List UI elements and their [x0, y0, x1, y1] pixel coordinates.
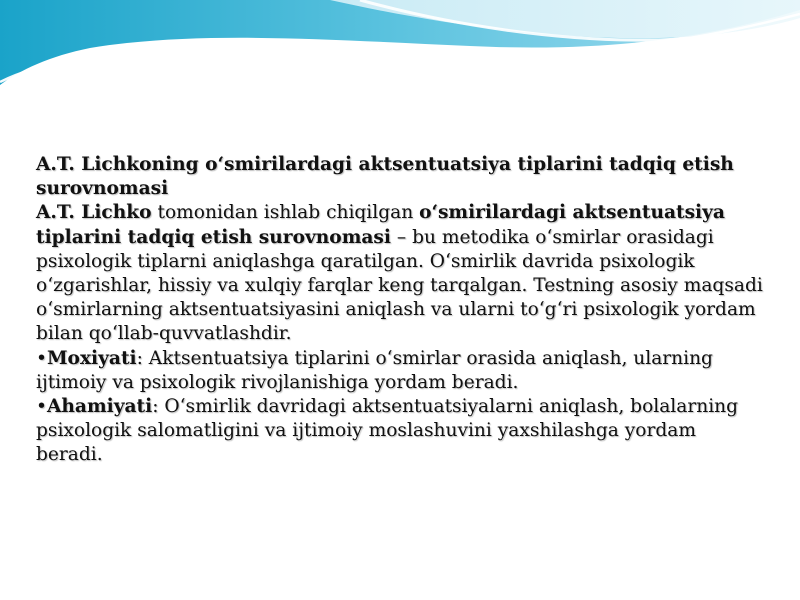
bullet-ahamiyati: •Ahamiyati: O‘smirlik davridagi aktsentuatsiyalarni aniqlash, bolalarning psixologik salomatligini va ijtimoiy moslashuvini yaxshilashga yordam beradi.	[36, 396, 739, 466]
bullet-moxiyati: •Moxiyati: Aktsentuatsiya tiplarini o‘smirlar orasida aniqlash, ularning ijtimoiy va psixologik rivojlanishiga yordam beradi.	[36, 347, 713, 393]
method-name: o‘smirilardagi aktsentuatsiya tiplarini tadqiq etish surovnomasi	[36, 202, 725, 248]
intro-paragraph: A.T. Lichko tomonidan ishlab chiqilgan o‘smirilardagi aktsentuatsiya tiplarini tadqiq etish surovnomasi – bu metodika o‘smirlar orasidagi psixologik tiplarni aniqlashga qaratilgan. O‘smirlik davrida psixologik o‘zgarishlar, hissiy va xulqiy farqlar keng tarqalgan. Testning asosiy maqsadi o‘smirlarning aktsentuatsiyasini aniqlash va ularni to‘g‘ri psixologik yordam bilan qo‘llab-quvvatlashdir.	[36, 202, 763, 345]
header-wave-decoration	[0, 0, 800, 100]
bullet-term: Moxiyati	[46, 347, 137, 369]
slide-heading: A.T. Lichkoning o‘smirilardagi aktsentuatsiya tiplarini tadqiq etish surovnomasi	[36, 154, 734, 200]
bullet-term: Ahamiyati	[46, 396, 153, 418]
slide-body	[36, 153, 766, 468]
author-name: A.T. Lichko	[36, 202, 152, 224]
